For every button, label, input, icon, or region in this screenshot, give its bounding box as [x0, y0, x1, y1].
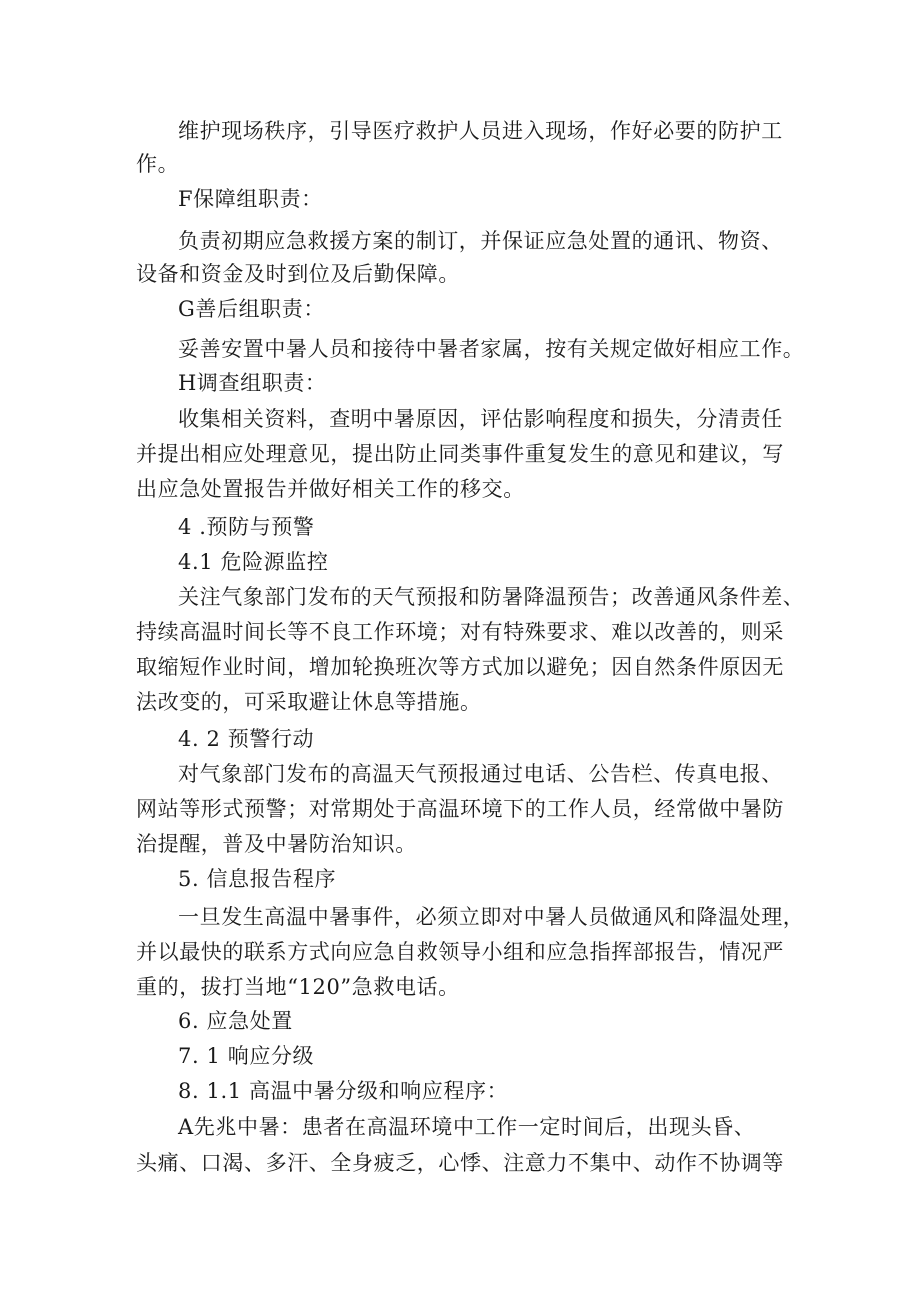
paragraph-line: 重的，拔打当地“120”急救电话。	[136, 975, 460, 999]
paragraph-line: 持续高温时间长等不良工作环境；对有特殊要求、难以改善的，则采	[136, 620, 784, 644]
section-heading: H调查组职责：	[178, 371, 327, 395]
paragraph-line: 网站等形式预警；对常期处于高温环境下的工作人员，经常做中暑防	[136, 797, 784, 821]
section-heading: 5. 信息报告程序	[178, 867, 337, 891]
paragraph-line: A先兆中暑：患者在高温环境中工作一定时间后，出现头昏、	[178, 1115, 756, 1139]
section-heading: 6. 应急处置	[178, 1009, 293, 1033]
paragraph-line: 设备和资金及时到位及后勤保障。	[136, 262, 460, 286]
paragraph-line: 取缩短作业时间，增加轮换班次等方式加以避免；因自然条件原因无	[136, 655, 784, 679]
paragraph-line: 收集相关资料，查明中暑原因，评估影响程度和损失，分清责任	[178, 407, 783, 431]
paragraph-line: 治提醒，普及中暑防治知识。	[136, 832, 417, 856]
paragraph-line: 对气象部门发布的高温天气预报通过电话、公告栏、传真电报、	[178, 762, 783, 786]
paragraph-line: 出应急处置报告并做好相关工作的移交。	[136, 477, 525, 501]
paragraph-line: 作。	[136, 152, 180, 176]
paragraph-line: 头痛、口渴、多汗、全身疲乏，心悸、注意力不集中、动作不协调等	[136, 1151, 784, 1175]
paragraph-line: 负责初期应急救援方案的制订，并保证应急处置的通讯、物资、	[178, 229, 783, 253]
paragraph-line: 妥善安置中暑人员和接待中暑者家属，按有关规定做好相应工作。	[178, 337, 805, 361]
paragraph-line: 关注气象部门发布的天气预报和防暑降温预告；改善通风条件差、	[178, 585, 805, 609]
paragraph-line: 一旦发生高温中暑事件，必须立即对中暑人员做通风和降温处理，	[178, 905, 805, 929]
paragraph-line: 维护现场秩序，引导医疗救护人员进入现场，作好必要的防护工	[178, 119, 783, 143]
section-heading: 4.1 危险源监控	[178, 550, 329, 574]
paragraph-line: 并提出相应处理意见，提出防止同类事件重复发生的意见和建议，写	[136, 442, 784, 466]
section-heading: G善后组职责：	[178, 297, 325, 321]
section-heading: 4 .预防与预警	[178, 515, 315, 539]
section-heading: 7. 1 响应分级	[178, 1044, 315, 1068]
paragraph-line: 并以最快的联系方式向应急自救领导小组和应急指挥部报告，情况严	[136, 940, 784, 964]
section-heading: 8. 1.1 高温中暑分级和响应程序：	[178, 1079, 509, 1103]
section-heading: F保障组职责：	[178, 187, 323, 211]
section-heading: 4. 2 预警行动	[178, 727, 315, 751]
paragraph-line: 法改变的，可采取避让休息等措施。	[136, 690, 482, 714]
